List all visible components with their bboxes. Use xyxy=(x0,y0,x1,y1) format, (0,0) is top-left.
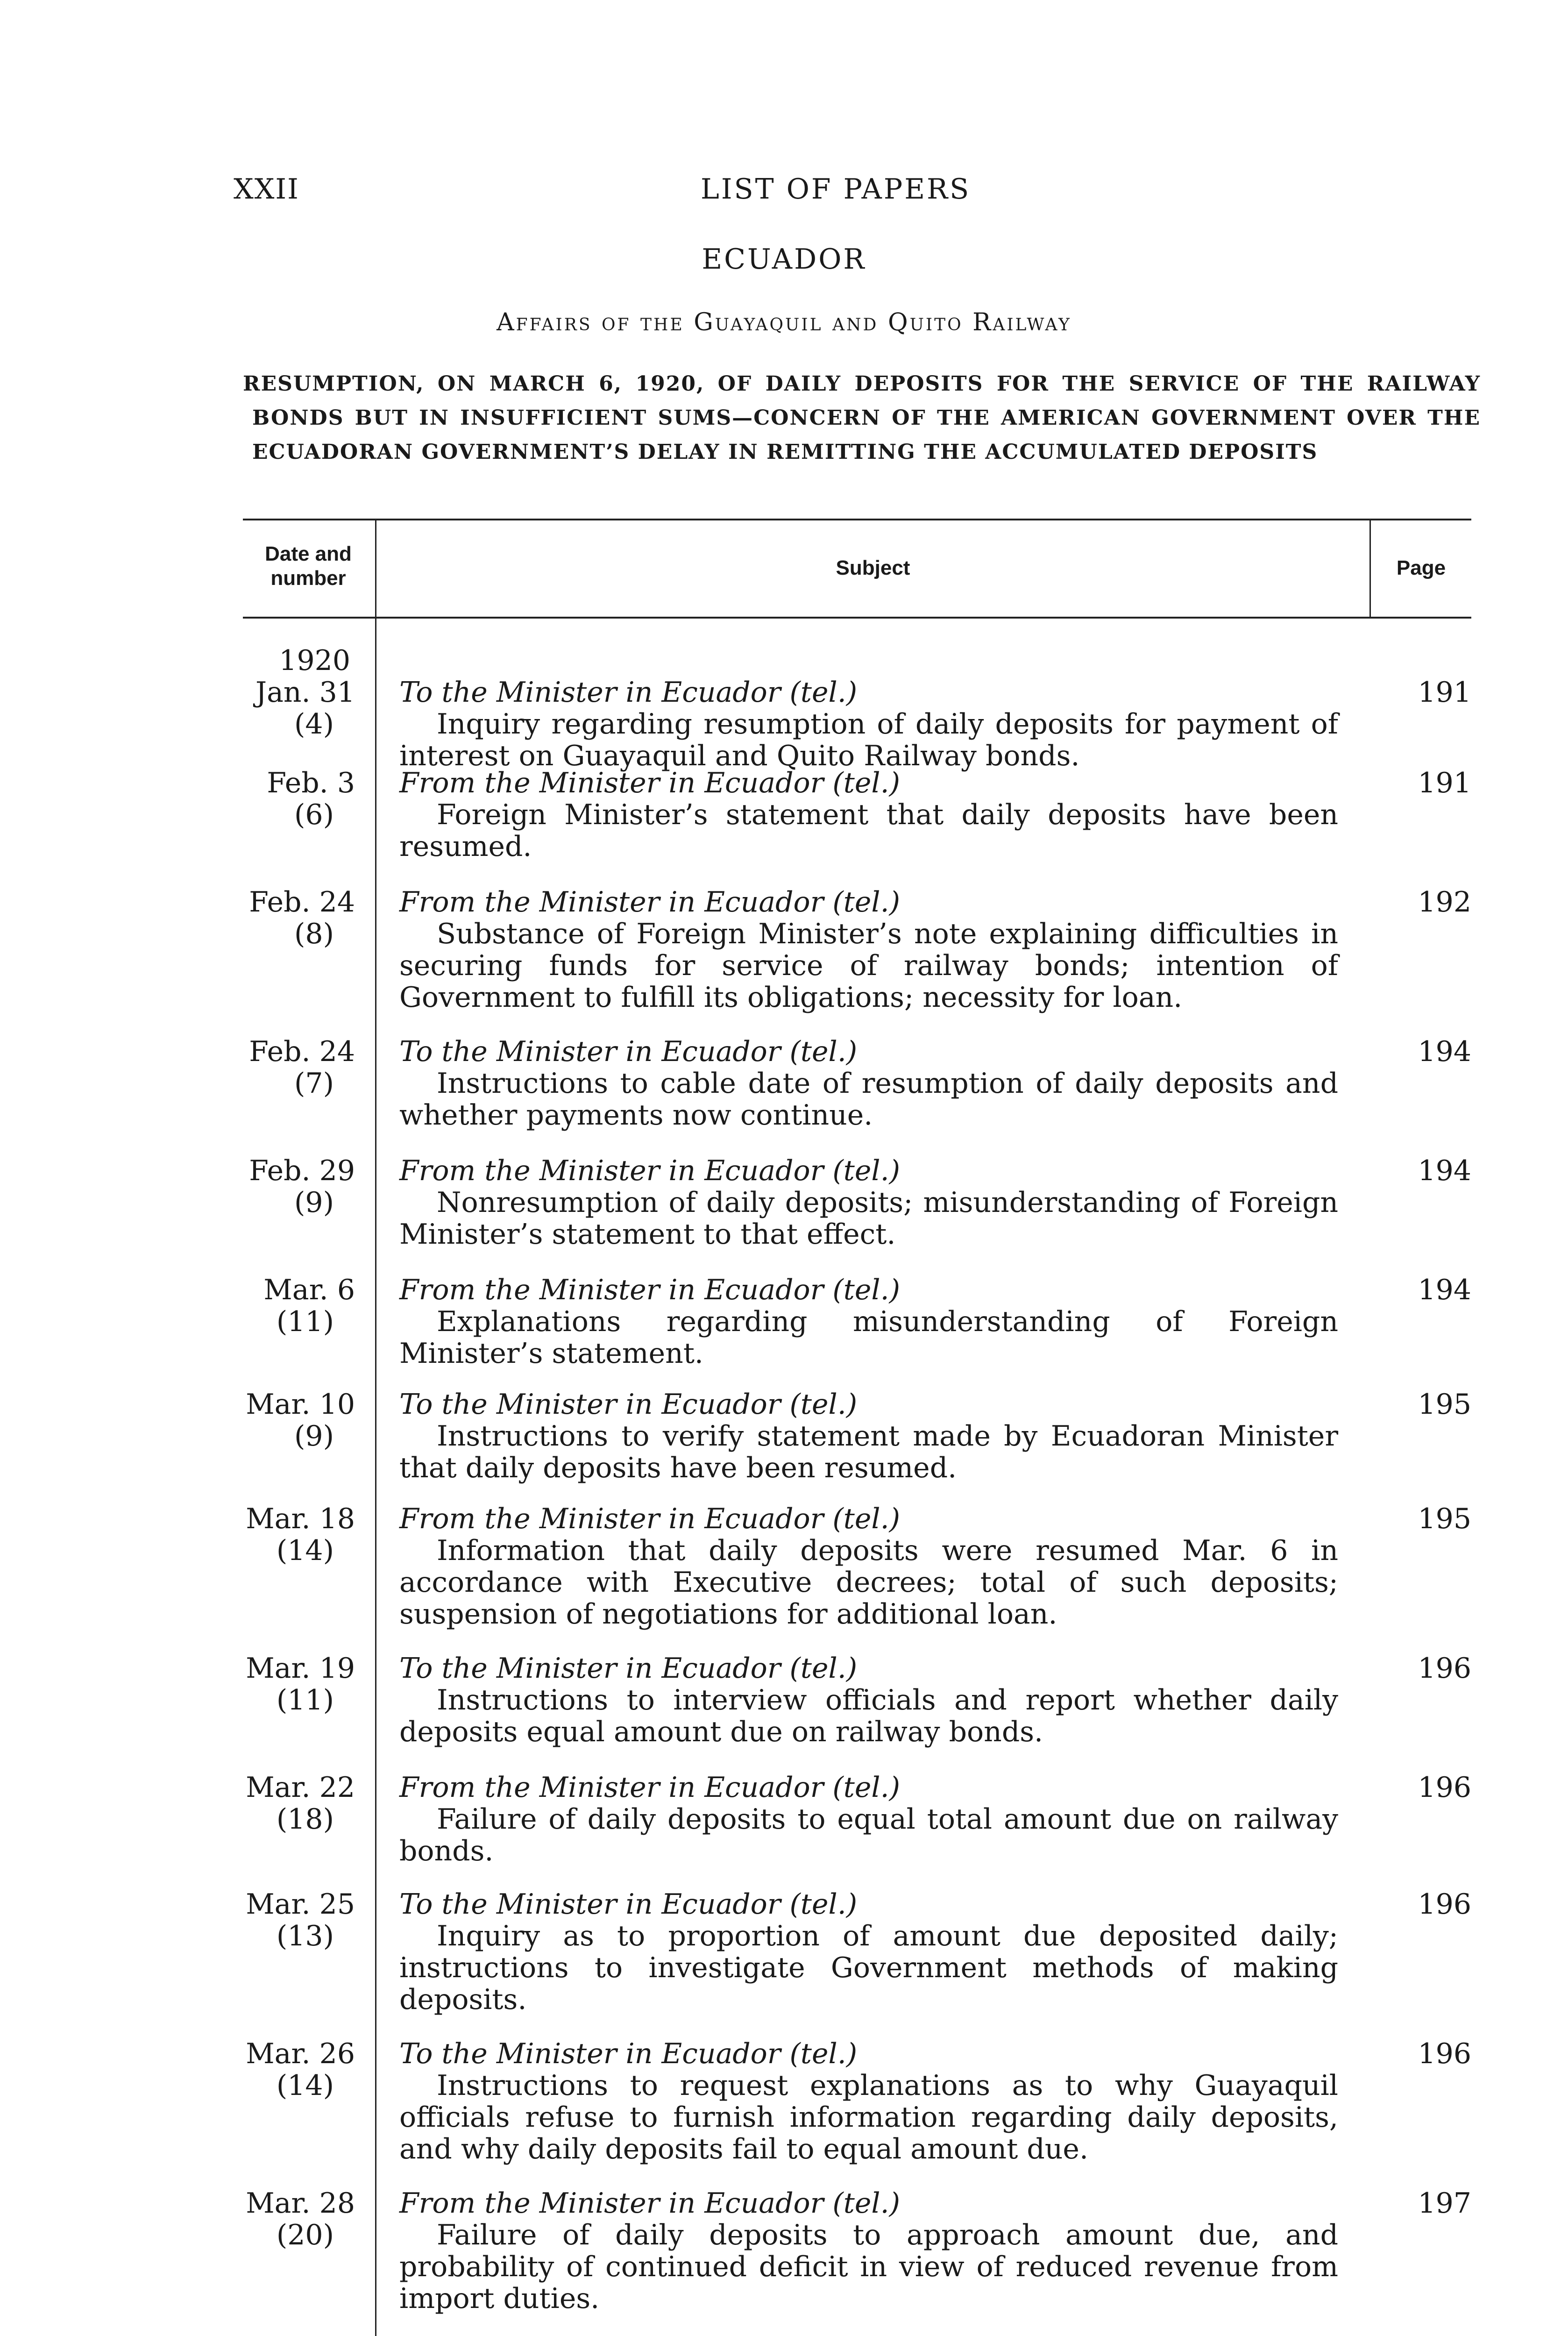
entry-date: Feb. 29 xyxy=(249,1154,355,1187)
entry-number: (20) xyxy=(276,2219,334,2251)
entry-date-cell xyxy=(229,767,360,831)
entry-date-cell xyxy=(229,1888,360,1952)
entry-description: Failure of daily deposits to approach amount due, and probability of continued deficit in view of reduced revenue from import duties. xyxy=(399,2219,1338,2315)
column-header-subject: Subject xyxy=(836,556,910,579)
page-number: XXII xyxy=(234,173,299,206)
entry-addressee: To the Minister in Ecuador (tel.) xyxy=(399,676,858,709)
entry-subject xyxy=(399,1274,1338,1369)
entry-date-cell xyxy=(229,645,360,740)
entry-date-cell xyxy=(229,1503,360,1567)
entry-number: (18) xyxy=(276,1803,334,1836)
list-item xyxy=(0,644,1568,772)
entry-subject xyxy=(399,1036,1338,1131)
entry-date: Mar. 10 xyxy=(246,1388,355,1421)
entry-page: 194 xyxy=(1418,1154,1471,1187)
entry-addressee: From the Minister in Ecuador (tel.) xyxy=(399,886,901,919)
entry-description: Instructions to interview officials and report whether daily deposits equal amount due on railway bonds. xyxy=(399,1684,1338,1748)
entry-subject xyxy=(399,1652,1338,1748)
entry-date: Mar. 18 xyxy=(246,1503,355,1535)
entry-description: Explanations regarding misunderstanding of Foreign Minister’s statement. xyxy=(399,1305,1338,1370)
entry-date: Mar. 22 xyxy=(246,1771,355,1804)
list-item xyxy=(0,1389,1568,1503)
entry-subject xyxy=(399,1888,1338,2016)
entry-number: (11) xyxy=(276,1305,334,1338)
entry-number: (6) xyxy=(294,798,334,831)
entry-page: 197 xyxy=(1418,2187,1471,2220)
entries-list xyxy=(0,645,1568,2336)
list-item xyxy=(0,1652,1568,1772)
entry-year: 1920 xyxy=(279,644,350,677)
entry-number: (4) xyxy=(294,708,334,741)
entry-description: Inquiry regarding resumption of daily deposits for payment of interest on Guayaquil and Quito Railway bonds. xyxy=(399,708,1338,772)
entry-description: Nonresumption of daily deposits; misunderstanding of Foreign Minister’s statement to that effect. xyxy=(399,1186,1338,1251)
column-header-page: Page xyxy=(1396,556,1446,579)
entry-number: (8) xyxy=(294,918,334,950)
entry-page: 194 xyxy=(1418,1274,1471,1306)
entry-description: Instructions to request explanations as to why Guayaquil officials refuse to furnish information regarding daily deposits, and why daily deposits fail to equal amount due. xyxy=(399,2069,1338,2165)
list-item xyxy=(0,767,1568,886)
running-head xyxy=(234,173,1451,210)
entry-date-cell xyxy=(229,2187,360,2251)
list-item xyxy=(0,1155,1568,1274)
entry-description: Instructions to cable date of resumption of daily deposits and whether payments now continue. xyxy=(399,1067,1338,1132)
entry-description: Inquiry as to proportion of amount due deposited daily; instructions to investigate Government methods of making deposits. xyxy=(399,1920,1338,2016)
entry-date-cell xyxy=(229,1036,360,1099)
entry-number: (14) xyxy=(276,2069,334,2102)
list-item xyxy=(0,2038,1568,2187)
entry-description: Information that daily deposits were resumed Mar. 6 in accordance with Executive decrees; total of such deposits; suspension of negotiations for additional loan. xyxy=(399,1534,1338,1631)
entry-addressee: From the Minister in Ecuador (tel.) xyxy=(399,2187,901,2220)
entry-page: 194 xyxy=(1418,1035,1471,1068)
entry-subject xyxy=(399,1389,1338,1484)
entry-date-cell xyxy=(229,1389,360,1452)
entry-page: 195 xyxy=(1418,1503,1471,1535)
entry-page: 196 xyxy=(1418,1652,1471,1685)
list-item xyxy=(0,1036,1568,1155)
entry-number: (9) xyxy=(294,1420,334,1453)
entry-addressee: From the Minister in Ecuador (tel.) xyxy=(399,1771,901,1804)
entry-date: Jan. 31 xyxy=(255,676,355,709)
list-item xyxy=(0,1274,1568,1389)
entry-addressee: From the Minister in Ecuador (tel.) xyxy=(399,767,901,799)
running-title: LIST OF PAPERS xyxy=(701,173,971,206)
entry-number: (7) xyxy=(294,1067,334,1100)
entry-page: 195 xyxy=(1418,1388,1471,1421)
list-item xyxy=(0,2187,1568,2336)
topic-heading: RESUMPTION, ON MARCH 6, 1920, OF DAILY DEPOSITS FOR THE SERVICE OF THE RAILWAY BONDS BUT IN INSUFFICIENT SUMS—CONCERN OF THE AMERICAN GOVERNMENT OVER THE ECUADORAN GOVERNMENT’S DELAY IN REMITTING THE ACCUMULATED DEPOSITS xyxy=(243,372,1481,464)
entry-addressee: From the Minister in Ecuador (tel.) xyxy=(399,1503,901,1535)
entry-description: Failure of daily deposits to equal total amount due on railway bonds. xyxy=(399,1803,1338,1867)
entry-date-cell xyxy=(229,1155,360,1218)
entry-date: Feb. 24 xyxy=(249,886,355,919)
entry-date: Mar. 28 xyxy=(246,2187,355,2220)
entry-page: 191 xyxy=(1418,767,1471,799)
entry-date: Feb. 3 xyxy=(267,767,355,799)
entry-date: Mar. 25 xyxy=(246,1888,355,1921)
entry-addressee: To the Minister in Ecuador (tel.) xyxy=(399,1035,858,1068)
entry-number: (14) xyxy=(276,1534,334,1567)
entry-number: (13) xyxy=(276,1920,334,1952)
entry-addressee: To the Minister in Ecuador (tel.) xyxy=(399,1388,858,1421)
entry-date: Mar. 6 xyxy=(263,1274,355,1306)
column-header-date: Date and number xyxy=(265,542,352,590)
entry-date-cell xyxy=(229,1652,360,1716)
entry-subject xyxy=(399,2038,1338,2165)
entry-addressee: To the Minister in Ecuador (tel.) xyxy=(399,1888,858,1921)
table-header-rule xyxy=(243,617,1471,619)
list-item xyxy=(0,886,1568,1036)
entry-subject xyxy=(399,886,1338,1013)
entry-page: 196 xyxy=(1418,2037,1471,2070)
list-item xyxy=(0,1888,1568,2038)
entry-page: 196 xyxy=(1418,1771,1471,1804)
entry-description: Instructions to verify statement made by Ecuadoran Minister that daily deposits have been resumed. xyxy=(399,1420,1338,1484)
entry-subject xyxy=(399,767,1338,862)
entry-subject xyxy=(399,677,1338,772)
table-top-rule xyxy=(243,519,1471,520)
entry-number: (11) xyxy=(276,1684,334,1716)
list-item xyxy=(0,1772,1568,1888)
entry-page: 192 xyxy=(1418,886,1471,919)
entry-number: (9) xyxy=(294,1186,334,1219)
list-item xyxy=(0,1503,1568,1652)
entry-date-cell xyxy=(229,886,360,950)
entry-subject xyxy=(399,2187,1338,2315)
entry-page: 191 xyxy=(1418,676,1471,709)
entry-page: 196 xyxy=(1418,1888,1471,1921)
entry-description: Substance of Foreign Minister’s note explaining difficulties in securing funds for service of railway bonds; intention of Government to fulfill its obligations; necessity for loan. xyxy=(399,918,1338,1014)
entry-subject xyxy=(399,1155,1338,1250)
entry-subject xyxy=(399,1772,1338,1867)
entry-description: Foreign Minister’s statement that daily deposits have been resumed. xyxy=(399,798,1338,863)
entry-date: Mar. 19 xyxy=(246,1652,355,1685)
entry-addressee: To the Minister in Ecuador (tel.) xyxy=(399,2037,858,2070)
entry-date: Feb. 24 xyxy=(249,1035,355,1068)
entry-date: Mar. 26 xyxy=(246,2037,355,2070)
section-title: Affairs of the Guayaquil and Quito Railway xyxy=(497,308,1071,336)
entry-date-cell xyxy=(229,2038,360,2101)
entry-date-cell xyxy=(229,1274,360,1338)
country-heading: ECUADOR xyxy=(702,243,866,276)
entry-subject xyxy=(399,1503,1338,1630)
entry-addressee: From the Minister in Ecuador (tel.) xyxy=(399,1274,901,1306)
entry-date-cell xyxy=(229,1772,360,1835)
entry-addressee: From the Minister in Ecuador (tel.) xyxy=(399,1154,901,1187)
entry-addressee: To the Minister in Ecuador (tel.) xyxy=(399,1652,858,1685)
